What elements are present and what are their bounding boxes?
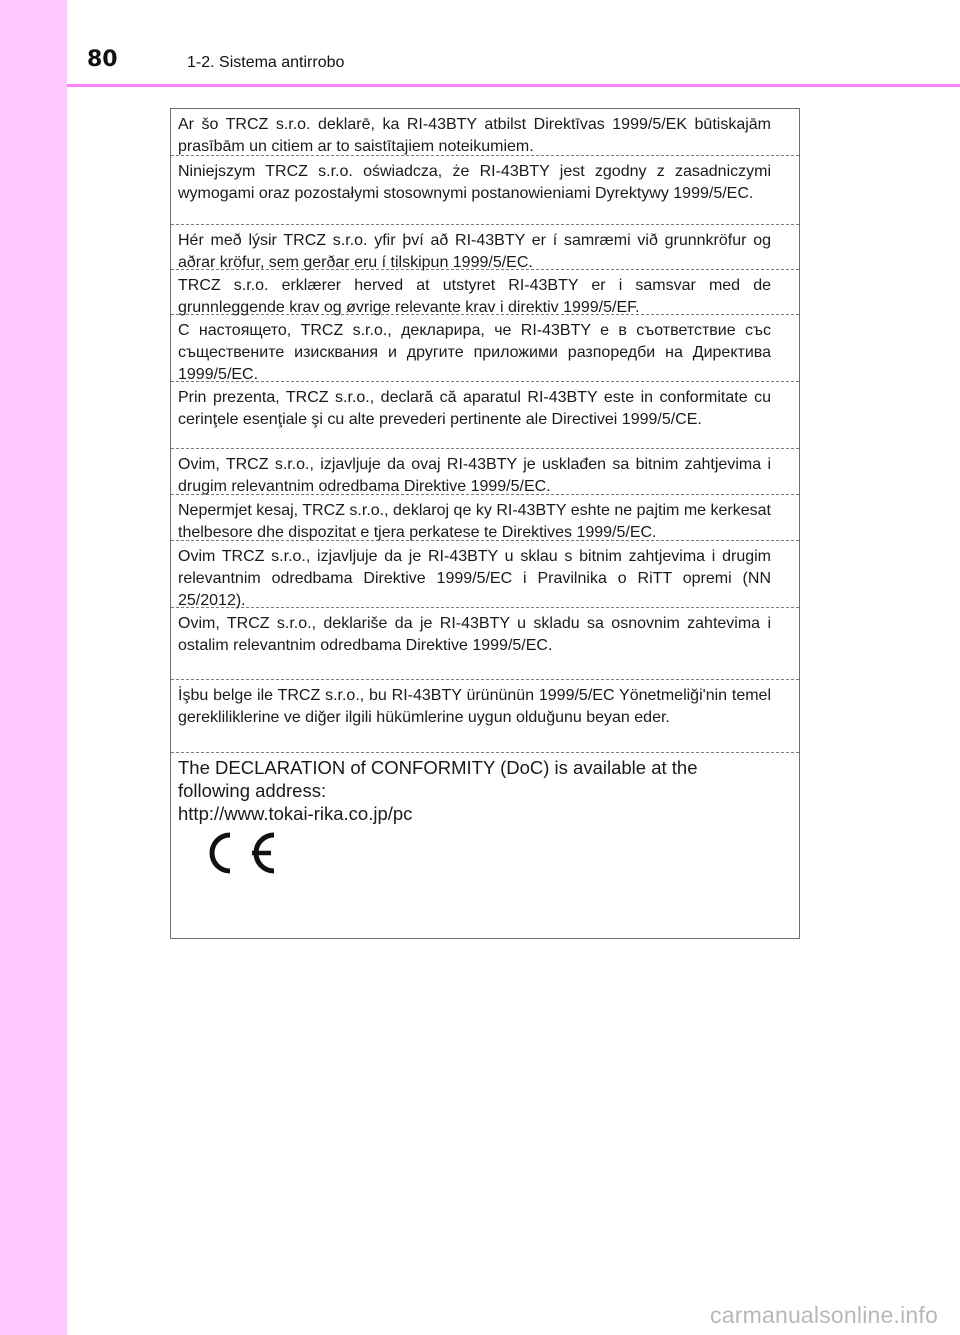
declaration-bosnian: Ovim, TRCZ s.r.o., izjavljuje da ovaj RI-43BTY je usklađen sa bitnim zahtjevima i drugim relevantnim odredbama Direktive 1999/5/EC. [171,449,799,495]
page-header [67,0,960,84]
footer-watermark: carmanualsonline.info [710,1302,938,1328]
declaration-croatian: Ovim TRCZ s.r.o., izjavljuje da je RI-43BTY u sklau s bitnim zahtjevima i drugim relevantnim odredbama Direktive 1999/5/EC i Pravilnika o RiTT opremi (NN 25/2012). [171,541,799,608]
declaration-turkish: İşbu belge ile TRCZ s.r.o., bu RI-43BTY ürününün 1999/5/EC Yönetmeliği'nin temel gerekliliklerine ve diğer ilgili hükümlerine uygun olduğunu beyan eder. [171,680,799,753]
side-color-strip [0,0,67,1335]
doc-url: http://www.tokai-rika.co.jp/pc [178,803,413,824]
doc-notice-line-2: following address: [178,780,327,801]
ce-marking-icon [201,827,281,879]
header-divider [67,84,960,87]
declaration-polish: Niniejszym TRCZ s.r.o. oświadcza, że RI-43BTY jest zgodny z zasadniczymi wymogami oraz pozostałymi stosownymi postanowieniami Dyrektywy 1999/5/EC. [171,156,799,225]
declaration-icelandic: Hér með lýsir TRCZ s.r.o. yfir því að RI-43BTY er í samræmi við grunnkröfur og aðrar kröfur, sem gerðar eru í tilskipun 1999/5/EC. [171,225,799,270]
page-number: 80 [87,47,118,72]
declaration-romanian: Prin prezenta, TRCZ s.r.o., declară că aparatul RI-43BTY este in conformitate cu cerinţele esenţiale şi cu alte prevederi pertinente ale Directivei 1999/5/CE. [171,382,799,449]
declaration-bulgarian: С настоящето, TRCZ s.r.o., декларира, че RI-43BTY е в съответствие със съществените изисквания и другите приложими разпоредби на Директива 1999/5/ЕС. [171,315,799,382]
doc-availability-notice [171,753,799,938]
declaration-serbian: Ovim, TRCZ s.r.o., deklariše da je RI-43BTY u skladu sa osnovnim zahtevima i ostalim relevantnim odredbama Direktive 1999/5/EC. [171,608,799,680]
declaration-latvian: Ar šo TRCZ s.r.o. deklarē, ka RI-43BTY atbilst Direktīvas 1999/5/EK būtiskajām prasībām un citiem ar to saistītajiem noteikumiem. [171,109,799,156]
declaration-albanian: Nepermjet kesaj, TRCZ s.r.o., deklaroj qe ky RI-43BTY eshte ne pajtim me kerkesat thelbesore dhe dispozitat e tjera perkatese te Direktives 1999/5/EC. [171,495,799,541]
declaration-box [170,108,800,939]
declaration-norwegian: TRCZ s.r.o. erklærer herved at utstyret RI-43BTY er i samsvar med de grunnleggende krav og øvrige relevante krav i direktiv 1999/5/EF. [171,270,799,315]
doc-notice-line-1: The DECLARATION of CONFORMITY (DoC) is available at the [178,757,698,778]
section-title: 1-2. Sistema antirrobo [187,54,345,71]
